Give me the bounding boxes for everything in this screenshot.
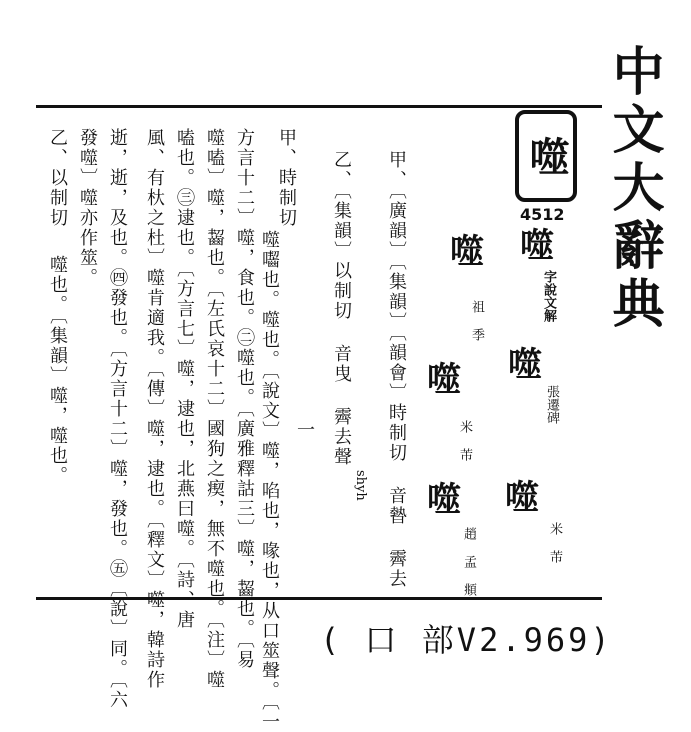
entry-number: 4512 xyxy=(520,205,565,224)
zu-ji-label: 祖 季 xyxy=(469,300,484,341)
headword-box: 噬 xyxy=(515,110,577,202)
body-column-3: 方言十二〕噬，食也。㊁噬也。〔廣雅釋詁三〕噬，齧也。〔易 xyxy=(234,128,255,670)
body-column-8: 發噬〕噬亦作筮。 xyxy=(77,128,98,288)
reading-jia-header: 甲、〔廣韻〕〔集韻〕〔韻會〕時制切 音暬 霽去 xyxy=(386,150,407,589)
shuowen-label: 字說文解 xyxy=(541,270,556,322)
body-column-9: 乙、以制切 xyxy=(47,128,68,228)
variant-left-glyph-3: 噬 xyxy=(427,480,461,520)
body-column-7: 逝，逝，及也。㊃發也。〔方言十二〕噬，發也。㊄〔說〕同。〔六 xyxy=(107,128,128,710)
inscription-glyph: 噬 xyxy=(505,478,539,518)
variant-left-glyph-1: 噬 xyxy=(450,232,484,272)
inscription-label: 張遷碑 xyxy=(544,385,559,424)
variant-left-glyph-2: 噬 xyxy=(427,360,461,400)
body-column-4: 噬嗑〕噬，齧也。〔左氏哀十二〕國狗之瘈，無不噬也。〔注〕噬 xyxy=(204,128,225,690)
body-column-6: 風、有杕之杜〕噬肯適我。〔傳〕噬，逮也。〔釋文〕噬，韓詩作 xyxy=(144,128,165,690)
variant-main-glyph: 噬 xyxy=(520,226,554,266)
dictionary-title: 中文大辭典 xyxy=(603,44,663,334)
body-column-10: 噬也。〔集韻〕噬，噬也。 xyxy=(47,255,68,486)
body-column-5: 嗑也。㊂逮也。〔方言七〕噬，逮也，北燕曰噬。〔詩、唐 xyxy=(174,128,195,630)
body-column-1: 甲、時制切 xyxy=(276,128,297,228)
reading-yi-header: 乙、〔集韻〕以制切 音曳 霽去聲 xyxy=(331,150,352,467)
body-column-marker: 一 xyxy=(294,420,315,440)
romanization: shyh xyxy=(353,470,368,501)
mi-fu-label-2: 米 芾 xyxy=(457,420,472,461)
body-column-2: 噬囓也。噬也。〔說文〕噬，啗也，喙也，从口筮聲。〔一 xyxy=(259,230,280,732)
zhao-mengfu-label: 趙 孟 頫 xyxy=(461,527,476,596)
handwritten-note: ( 口 部V2.969) xyxy=(320,621,613,659)
mi-fu-label: 米 芾 xyxy=(547,522,562,563)
shuowen-glyph: 噬 xyxy=(508,345,542,385)
top-rule xyxy=(36,105,602,108)
